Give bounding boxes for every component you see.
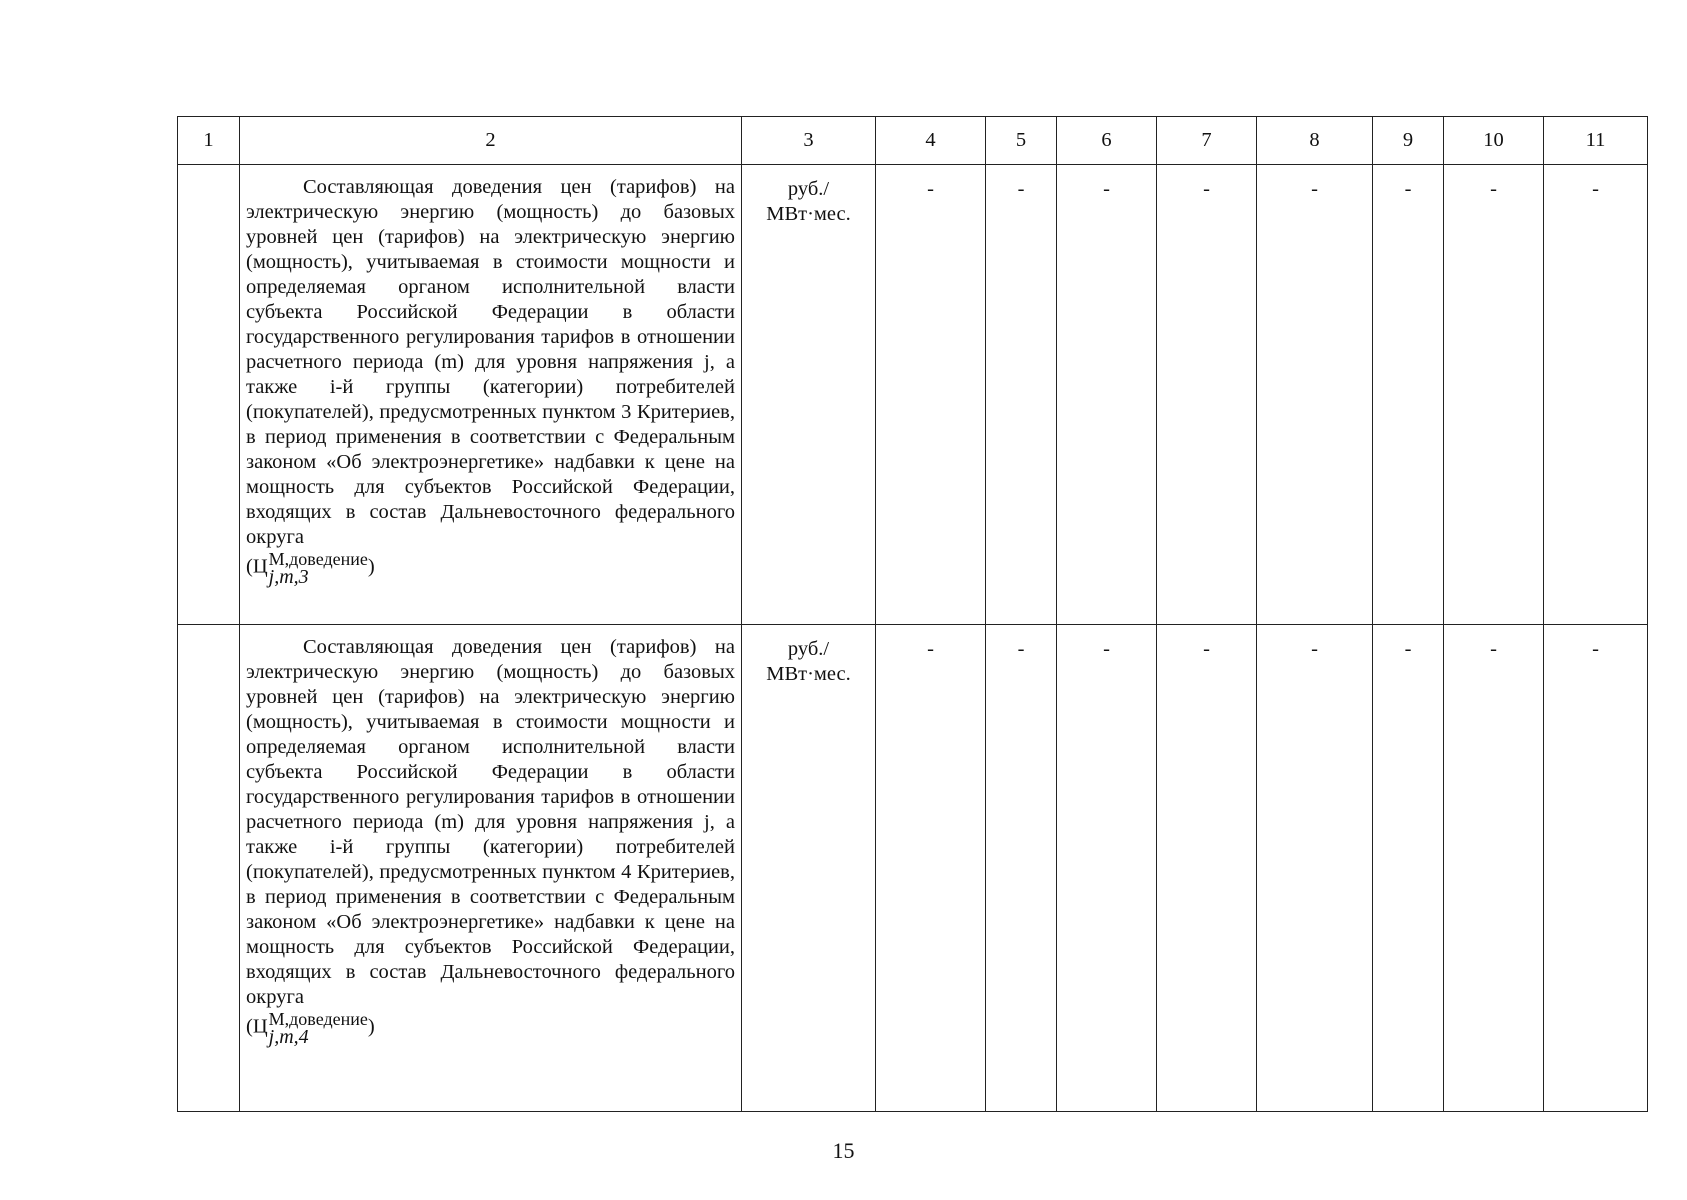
symbol-close: ) — [367, 1015, 375, 1038]
value-cell: - — [1373, 625, 1444, 1112]
column-number: 10 — [1444, 117, 1544, 165]
price-symbol — [246, 550, 735, 586]
value-cell: - — [1444, 165, 1544, 625]
row-number-cell — [178, 625, 240, 1112]
column-number: 2 — [240, 117, 742, 165]
page-number: 15 — [832, 1138, 855, 1163]
unit-line: руб./ — [787, 178, 830, 200]
unit-cell — [742, 625, 876, 1112]
column-number: 7 — [1157, 117, 1257, 165]
symbol-base: (Ц — [246, 1015, 268, 1038]
column-number: 6 — [1057, 117, 1157, 165]
column-number: 8 — [1257, 117, 1373, 165]
value-cell: - — [876, 625, 986, 1112]
description-cell — [240, 625, 742, 1112]
tariff-table — [177, 116, 1648, 1112]
price-symbol — [246, 1010, 735, 1046]
value-cell: - — [986, 165, 1057, 625]
unit-line: МВт·мес. — [766, 663, 851, 685]
value-cell: - — [1257, 625, 1373, 1112]
table-row — [178, 625, 1648, 1112]
description-text: Составляющая доведения цен (тарифов) на электрическую энергию (мощность) до базовых уровней цен (тарифов) на электрическую энергию (мощность), учитываемая в стоимости мощности и определяемая органом исполнительной власти субъекта Российской Федерации в области государственного регулирования тарифов в отношении расчетного периода (m) для уровня напряжения j, а также i-й группы (категории) потребителей (покупателей), предусмотренных пунктом 4 Критериев, в период применения в соответствии с Федеральным законом «Об электроэнергетике» надбавки к цене на мощность для субъектов Российской Федерации, входящих в состав Дальневосточного федерального округа — [246, 636, 735, 1008]
symbol-subscript: j,m,3 — [268, 566, 309, 588]
symbol-close: ) — [367, 555, 375, 578]
symbol-superscript: М,доведение — [268, 1009, 368, 1029]
column-number: 9 — [1373, 117, 1444, 165]
column-number: 11 — [1544, 117, 1648, 165]
value-cell: - — [1544, 625, 1648, 1112]
value-cell: - — [1444, 625, 1544, 1112]
column-number: 4 — [876, 117, 986, 165]
row-number-cell — [178, 165, 240, 625]
symbol-base: (Ц — [246, 555, 268, 578]
symbol-superscript: М,доведение — [268, 549, 368, 569]
value-cell: - — [1544, 165, 1648, 625]
value-cell: - — [1257, 165, 1373, 625]
value-cell: - — [1157, 625, 1257, 1112]
unit-line: руб./ — [787, 638, 830, 660]
column-number: 5 — [986, 117, 1057, 165]
unit-line: МВт·мес. — [766, 203, 851, 225]
description-cell — [240, 165, 742, 625]
column-number: 3 — [742, 117, 876, 165]
value-cell: - — [876, 165, 986, 625]
value-cell: - — [1057, 165, 1157, 625]
value-cell: - — [1057, 625, 1157, 1112]
column-number: 1 — [178, 117, 240, 165]
value-cell: - — [986, 625, 1057, 1112]
unit-cell — [742, 165, 876, 625]
value-cell: - — [1157, 165, 1257, 625]
table-row — [178, 165, 1648, 625]
description-text: Составляющая доведения цен (тарифов) на электрическую энергию (мощность) до базовых уровней цен (тарифов) на электрическую энергию (мощность), учитываемая в стоимости мощности и определяемая органом исполнительной власти субъекта Российской Федерации в области государственного регулирования тарифов в отношении расчетного периода (m) для уровня напряжения j, а также i-й группы (категории) потребителей (покупателей), предусмотренных пунктом 3 Критериев, в период применения в соответствии с Федеральным законом «Об электроэнергетике» надбавки к цене на мощность для субъектов Российской Федерации, входящих в состав Дальневосточного федерального округа — [246, 176, 735, 548]
column-number-row — [178, 117, 1648, 165]
value-cell: - — [1373, 165, 1444, 625]
symbol-subscript: j,m,4 — [268, 1026, 309, 1048]
